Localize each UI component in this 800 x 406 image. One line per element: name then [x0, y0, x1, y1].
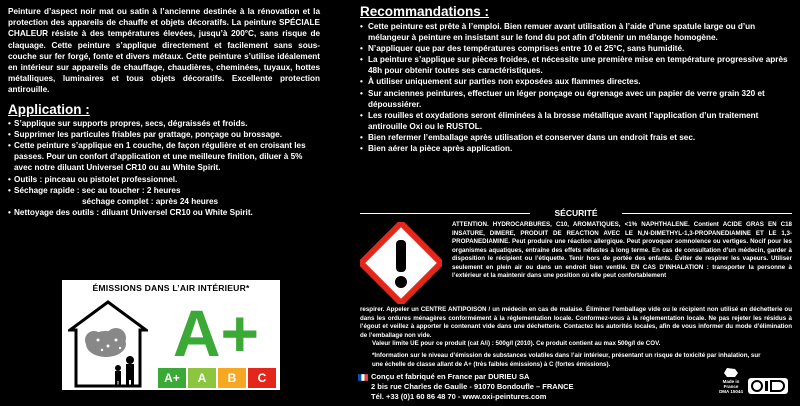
safety-warning-text: ATTENTION. HYDROCARBURES, C10, AROMATIQUES, <1% NAPHTHALENE. Contient ACIDE GRAS EN C18 INSATURE, DIMERE, PRODUIT DE REACTION AVEC LE N,N-DIMETHYL-1,3-PROPANEDIAMINE ET LE 1,3-PROPANEDIAMINE. Peut produire une réaction allergique. Peut provoquer somnolence ou vertiges. Nocif pour les organismes aquatiques, entraîne des effets néfastes à long terme. En cas de consultation d’un médecin, garder à disposition le récipient ou l’étiquette. Tenir hors de portée des enfants. Éviter de respirer les vapeurs. Utiliser seulement en plein air ou dans un endroit bien ventilé. EN CAS D’INHALATION : transporter la personne à l’extérieur et la maintenir dans une position où elle peut confortablement: [452, 221, 792, 279]
france-flag-icon: [358, 374, 368, 381]
recommendation-item: • À utiliser uniquement sur parties non exposées aux flammes directes.: [360, 76, 792, 87]
application-list: [8, 118, 320, 219]
manufacturer-address: 2 bis rue Charles de Gaulle - 91070 Bondoufle – FRANCE: [371, 382, 574, 391]
application-item: • Séchage rapide : sec au toucher : 2 heures: [8, 185, 320, 196]
recommendation-item: • N’appliquer que par des températures comprises entre 10 et 25°C, sans humidité.: [360, 43, 792, 54]
made-in-text: Made in France DMA 15044: [719, 379, 743, 394]
application-title: Application :: [8, 101, 90, 117]
application-item: • Supprimer les particules friables par grattage, ponçage ou brossage.: [8, 129, 320, 140]
emissions-label: [60, 278, 282, 392]
exclamation-hazard-icon: [360, 222, 442, 304]
application-item: • Nettoyage des outils : diluant Universel CR10 ou White Spirit.: [8, 207, 320, 218]
recommendations-list: [360, 21, 792, 154]
scale-a-plus: A+: [158, 368, 186, 388]
left-column: [8, 6, 320, 218]
recommendation-item: • Bien aérer la pièce après application.: [360, 143, 792, 154]
manufacturer-contact: Tél. +33 (0)1 60 86 48 70 - www.oxi-peintures.com: [371, 392, 547, 401]
grade-text: A+: [172, 298, 260, 364]
recommendation-item: • Les rouilles et oxydations seront éliminées à la brosse métallique avant l’application d’un traitement antirouille Oxi ou le RUSTOL.: [360, 110, 792, 132]
emissions-title: ÉMISSIONS DANS L’AIR INTÉRIEUR*: [92, 283, 250, 293]
recommendation-item: • La peinture s’applique sur pièces froides, et nécessite une première mise en température progressive après 48h pour obtenir toutes ses caractéristiques.: [360, 54, 792, 76]
scale-a: A: [188, 368, 216, 388]
safety-header: [360, 208, 792, 220]
application-item: • Outils : pinceau ou pistolet professionnel.: [8, 174, 320, 185]
application-item: • S’applique sur supports propres, secs, dégraissés et froids.: [8, 118, 320, 129]
house-family-icon: [68, 300, 148, 388]
grade-display: [158, 298, 274, 364]
safety-title: SÉCURITÉ: [552, 208, 601, 218]
manufacturer-line: Conçu et fabriqué en France par DURIEU SA: [371, 372, 530, 381]
voc-note: *Information sur le niveau d’émission de substances volatiles dans l’air intérieur, présentant un risque de toxicité par inhalation, sur une échelle de classe allant de A+ (très faibles émissions) à C (fortes émissions).: [372, 352, 761, 368]
france-map-icon: [716, 367, 746, 378]
divider: [622, 213, 792, 214]
application-item: • Cette peinture s’applique en 1 couche, de façon régulière et en croisant les passes. Pour un confort d’application et une meilleure finition, diluer à 5% avec notre diluant Universel CR10 ou au White Spirit.: [8, 140, 320, 174]
recommendation-item: • Cette peinture est prête à l’emploi. Bien remuer avant utilisation à l’aide d’une spatule large ou d’un mélangeur à peinture en insistant sur le fond du pot afin d’obtenir un mélange homogène.: [360, 21, 792, 43]
voc-limit: Valeur limite UE pour ce produit (cat A/i) : 500g/l (2010). Ce produit contient au max 500g/l de COV.: [372, 340, 661, 347]
manufacturer-info: [358, 372, 574, 402]
emissions-scale: [158, 368, 278, 388]
recommendation-item: • Bien refermer l’emballage après utilisation et conserver dans un endroit frais et sec.: [360, 132, 792, 143]
recommendations-title: Recommandations :: [360, 4, 490, 19]
safety-disposal-text: respirer. Appeler un CENTRE ANTIPOISON / un médecin en cas de malaise. Éliminer l’emballage vide ou le récipient non utilisé en déchetterie ou dans les ordures ménagères conformément à la réglementation locale. Conformez-vous à la réglementation locale. Ne pas rejeter les résidus à l’égout et veillez à apporter le contenant vide dans une déchetterie. Contactez les autorités locales, afin de vous informer du mode d’élimination de l’emballage non vide.: [360, 306, 792, 339]
made-in-france: [716, 367, 746, 394]
scale-b: B: [218, 368, 246, 388]
recommendation-item: • Sur anciennes peintures, effectuer un léger ponçage ou égrenage avec un papier de verre grain 320 et dépoussiérer.: [360, 88, 792, 110]
right-column: [360, 4, 792, 154]
application-item-indent: séchage complet : après 24 heures: [82, 197, 219, 207]
product-description: Peinture d’aspect noir mat ou satin à l’ancienne destinée à la rénovation et la protection des appareils de chauffe et objets décoratifs. La peinture SPÉCIALE CHALEUR résiste à des températures élevées, jusqu’à 200°C, sans risque de claquage. Cette peinture s’applique directement et facilement sans sous-couche sur fer forgé, fonte et divers métaux. Cette peinture s’utilise idéalement en intérieur sur appareils de chauffage, chaudières, cheminées, tuyaux, hottes métalliques, luminaires et tous objets décoratifs. Excellente protection antirouille.: [8, 7, 320, 95]
scale-c: C: [248, 368, 276, 388]
divider: [360, 213, 530, 214]
brand-logo-icon: [748, 378, 788, 394]
